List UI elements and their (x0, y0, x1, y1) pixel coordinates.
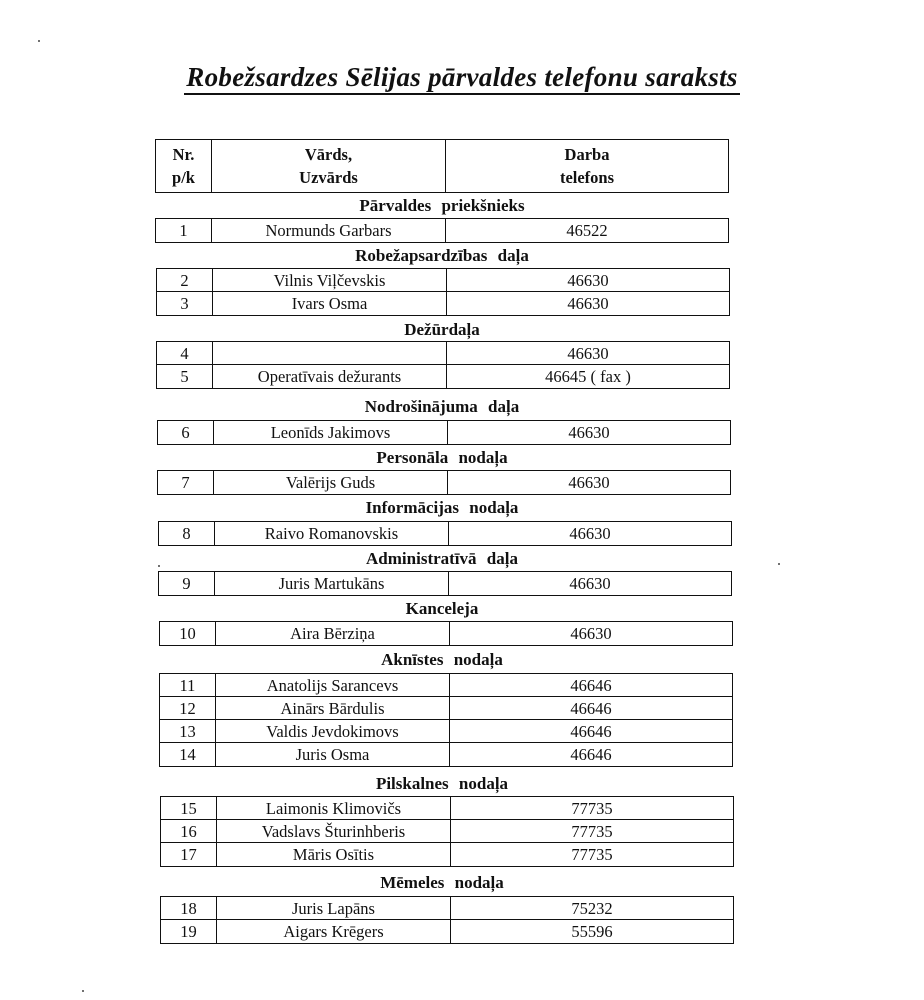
section-title: Pilskalnes nodaļa (375, 774, 509, 793)
scan-speck (82, 990, 84, 992)
row-phone: 46630 (569, 574, 611, 593)
row-number: 10 (160, 622, 216, 645)
header-phone (446, 140, 728, 192)
section-table (157, 470, 731, 495)
header-name-line2: Uzvārds (299, 168, 358, 187)
row-name: Aigars Krēgers (217, 920, 451, 943)
row-phone: 46630 (567, 294, 609, 313)
table-header (155, 139, 729, 193)
section-table (157, 420, 731, 445)
row-phone: 46522 (566, 221, 608, 240)
row-name: Operatīvais dežurants (213, 365, 447, 388)
section-table (159, 621, 733, 646)
section-title: Kanceleja (405, 599, 479, 618)
row-phone: 46645 ( fax ) (545, 367, 631, 386)
row-name: Vadslavs Šturinhberis (217, 820, 451, 843)
section-table (160, 796, 734, 867)
row-number: 7 (158, 471, 214, 494)
header-name-line1: Vārds, (304, 145, 353, 164)
section-table (156, 268, 730, 316)
row-phone: 46630 (570, 624, 612, 643)
section-title: Pārvaldes priekšnieks (359, 196, 525, 215)
section-table (156, 341, 730, 389)
row-number: 14 (160, 743, 216, 766)
section-title: Personāla nodaļa (376, 448, 508, 467)
row-number: 9 (159, 572, 215, 595)
row-name: Māris Osītis (217, 843, 451, 866)
row-phone: 46646 (450, 674, 732, 697)
row-number: 19 (161, 920, 217, 943)
row-number: 13 (160, 720, 216, 743)
header-nr (156, 140, 212, 192)
header-nr-line1: Nr. (172, 145, 195, 164)
row-phone: 46646 (450, 697, 732, 720)
row-name: Normunds Garbars (212, 219, 446, 242)
section-table (159, 673, 733, 767)
section-table (158, 521, 732, 546)
row-phone: 46646 (450, 720, 732, 743)
row-name: Vilnis Viļčevskis (213, 269, 447, 292)
row-phone: 55596 (571, 922, 613, 941)
row-phone: 46630 (568, 473, 610, 492)
row-name: Juris Osma (216, 743, 450, 766)
row-number: 1 (156, 219, 212, 242)
row-phone: 77735 (451, 797, 733, 820)
row-number: 12 (160, 697, 216, 720)
row-name: Juris Lapāns (217, 897, 451, 920)
section-title: Mēmeles nodaļa (380, 873, 504, 892)
header-name (212, 140, 446, 192)
section-table (155, 218, 729, 243)
row-phone: 75232 (451, 897, 733, 920)
scan-speck (778, 563, 780, 565)
document-title (0, 62, 924, 93)
row-phone: 46630 (569, 524, 611, 543)
row-name: Raivo Romanovskis (215, 522, 449, 545)
row-phone: 77735 (451, 820, 733, 843)
row-phone: 46630 (447, 269, 729, 292)
row-number: 15 (161, 797, 217, 820)
row-number: 4 (157, 342, 213, 365)
row-name: Laimonis Klimovičs (217, 797, 451, 820)
row-number: 8 (159, 522, 215, 545)
row-name: Valērijs Guds (214, 471, 448, 494)
row-name: Leonīds Jakimovs (214, 421, 448, 444)
row-number: 6 (158, 421, 214, 444)
section-title: Informācijas nodaļa (365, 498, 519, 517)
section-title: Administratīvā daļa (366, 549, 518, 568)
row-number: 5 (157, 365, 213, 388)
section-title: Robežapsardzības daļa (355, 246, 529, 265)
row-number: 2 (157, 269, 213, 292)
row-phone: 46630 (447, 342, 729, 365)
section-title: Aknīstes nodaļa (381, 650, 503, 669)
row-number: 3 (157, 292, 213, 315)
row-number: 16 (161, 820, 217, 843)
row-phone: 46630 (568, 423, 610, 442)
section-title: Nodrošinājuma daļa (364, 397, 520, 416)
row-name (213, 342, 447, 365)
row-phone: 77735 (571, 845, 613, 864)
section-table (160, 896, 734, 944)
title-text: Robežsardzes Sēlijas pārvaldes telefonu saraksts (184, 62, 739, 95)
header-phone-line1: Darba (564, 145, 610, 164)
row-name: Ivars Osma (213, 292, 447, 315)
section-table (158, 571, 732, 596)
scan-speck (158, 565, 160, 567)
row-name: Valdis Jevdokimovs (216, 720, 450, 743)
row-name: Juris Martukāns (215, 572, 449, 595)
scan-speck (38, 40, 40, 42)
row-number: 11 (160, 674, 216, 697)
row-name: Anatolijs Sarancevs (216, 674, 450, 697)
header-phone-line2: telefons (559, 168, 615, 187)
row-name: Aira Bērziņa (216, 622, 450, 645)
section-title: Dežūrdaļa (404, 320, 480, 339)
row-name: Ainārs Bārdulis (216, 697, 450, 720)
row-phone: 46646 (570, 745, 612, 764)
row-number: 17 (161, 843, 217, 866)
header-nr-line2: p/k (172, 168, 195, 187)
row-number: 18 (161, 897, 217, 920)
